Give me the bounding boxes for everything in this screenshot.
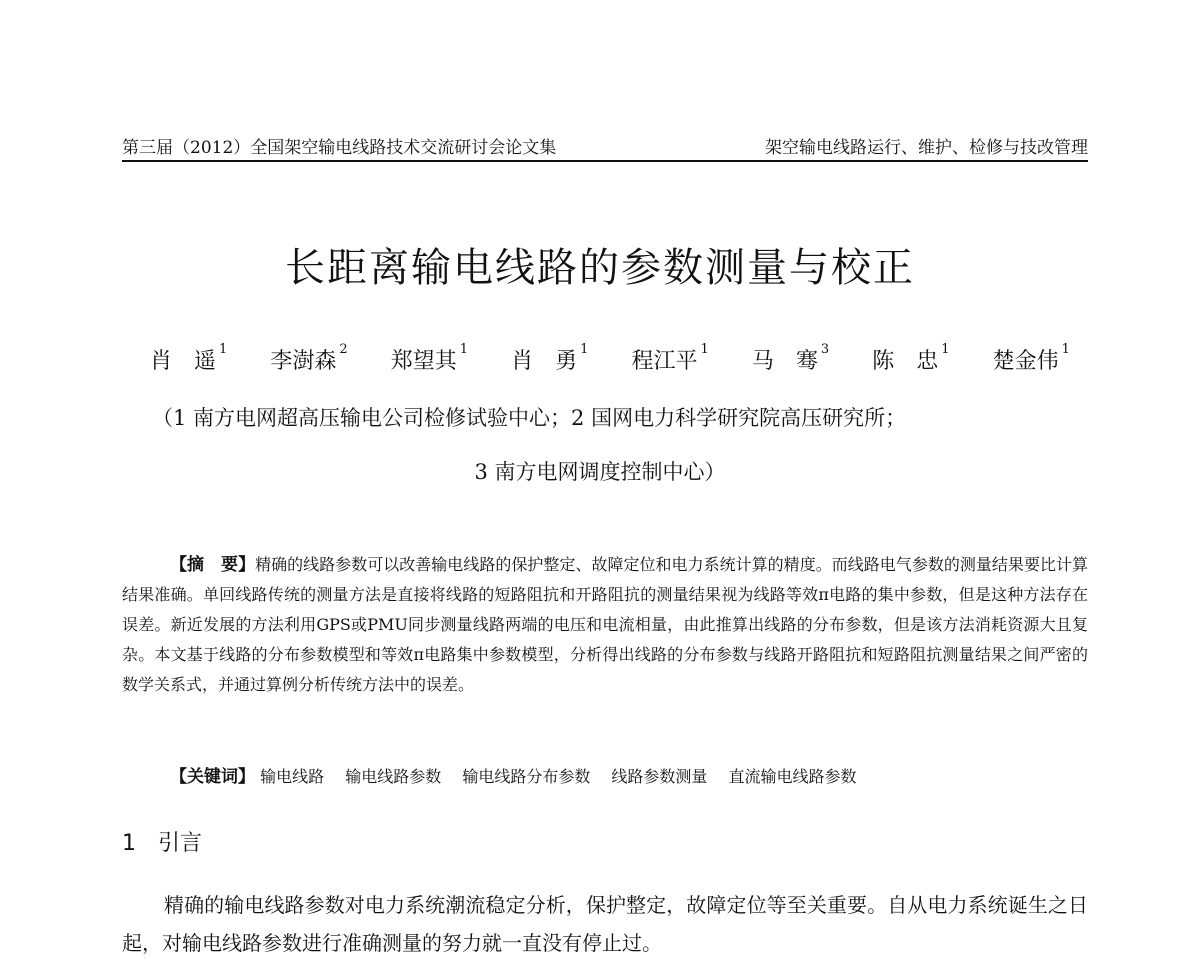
running-header: [122, 134, 1088, 162]
keyword: 线路参数测量: [611, 767, 708, 786]
author: 肖 勇 $^1$: [511, 342, 589, 374]
keyword: 输电线路分布参数: [462, 767, 591, 786]
section-title: 引言: [158, 831, 203, 856]
author: 郑望其 $^1$: [390, 342, 469, 374]
paper-title: 长距离输电线路的参数测量与校正: [285, 245, 915, 291]
author: 李澍森 $^2$: [270, 342, 348, 374]
keyword: 输电线路: [260, 767, 325, 786]
author: 肖 遥 $^1$: [150, 342, 228, 374]
section-heading: [122, 826, 202, 857]
author: 马 骞 $^3$: [751, 342, 830, 374]
author: 楚金伟 $^1$: [992, 342, 1070, 374]
keyword: 输电线路参数: [345, 767, 442, 786]
author: 程江平 $^1$: [631, 342, 709, 374]
keyword: 直流输电线路参数: [728, 767, 857, 786]
header-left: 第三届（2012）全国架空输电线路技术交流研讨会论文集: [122, 138, 557, 158]
intro-paragraph: 精确的输电线路参数对电力系统潮流稳定分析，保护整定，故障定位等至关重要。自从电力系统诞生之日起，对输电线路参数进行准确测量的努力就一直没有停止过。: [122, 893, 1088, 955]
abstract-label: 【摘 要】: [170, 555, 256, 575]
abstract: [122, 550, 1088, 700]
header-right: 架空输电线路运行、维护、检修与技改管理: [765, 138, 1088, 158]
abstract-text: 精确的线路参数可以改善输电线路的保护整定、故障定位和电力系统计算的精度。而线路电气参数的测量结果要比计算结果准确。单回线路传统的测量方法是直接将线路的短路阻抗和开路阻抗的测量结果视为线路等效π电路的集中参数，但是这种方法存在误差。新近发展的方法利用GPS或PMU同步测量线路两端的电压和电流相量，由此推算出线路的分布参数，但是该方法消耗资源大且复杂。本文基于线路的分布参数模型和等效π电路集中参数模型，分析得出线路的分布参数与线路开路阻抗和短路阻抗测量结果之间严密的数学关系式，并通过算例分析传统方法中的误差。: [122, 555, 1088, 694]
affiliation-line-2: 3 南方电网调度控制中心）: [474, 460, 726, 484]
author: 陈 忠 $^1$: [872, 342, 950, 374]
keywords: [170, 762, 873, 787]
affiliation-line-1: （1 南方电网超高压输电公司检修试验中心；2 国网电力科学研究院高压研究所；: [152, 406, 907, 430]
author-list: [150, 344, 1070, 375]
section-number: 1: [122, 831, 136, 856]
keywords-label: 【关键词】: [170, 767, 255, 787]
